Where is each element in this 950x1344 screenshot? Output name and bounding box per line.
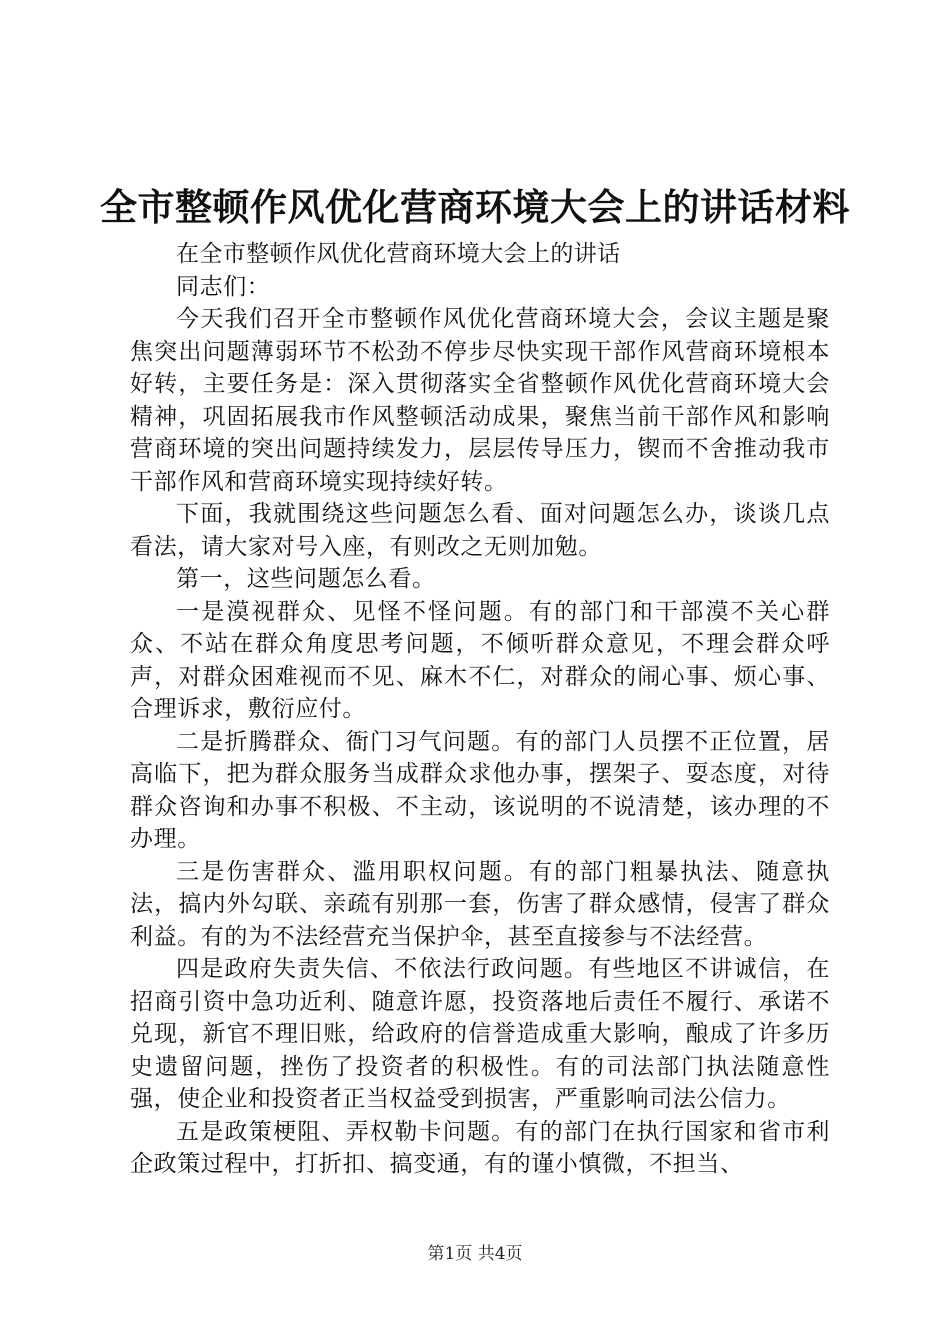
- paragraph-issue-1: 一是漠视群众、见怪不怪问题。有的部门和干部漠不关心群众、不站在群众角度思考问题，不倾听群众意见，不理会群众呼声，对群众困难视而不见、麻木不仁，对群众的闹心事、烦心事、合理诉求，敷衍应付。: [130, 598, 830, 722]
- salutation: 同志们：: [176, 273, 271, 300]
- paragraph-issue-4: 四是政府失责失信、不依法行政问题。有些地区不讲诚信，在招商引资中急功近利、随意许愿，投资落地后责任不履行、承诺不兑现，新官不理旧账，给政府的信誉造成重大影响，酿成了许多历史遗留问题，挫伤了投资者的积极性。有的司法部门执法随意性强，使企业和投资者正当权益受到损害，严重影响司法公信力。: [130, 956, 830, 1112]
- paragraph-outline: 下面，我就围绕这些问题怎么看、面对问题怎么办，谈谈几点看法，请大家对号入座，有则改之无则加勉。: [130, 501, 830, 560]
- paragraph-intro: 今天我们召开全市整顿作风优化营商环境大会，会议主题是聚焦突出问题薄弱环节不松劲不停步尽快实现干部作风营商环境根本好转，主要任务是：深入贯彻落实全省整顿作风优化营商环境大会精神，巩固拓展我市作风整顿活动成果，聚焦当前干部作风和影响营商环境的突出问题持续发力，层层传导压力，锲而不舍推动我市干部作风和营商环境实现持续好转。: [130, 306, 830, 495]
- paragraph-issue-5: 五是政策梗阻、弄权勒卡问题。有的部门在执行国家和省市利企政策过程中，打折扣、搞变通，有的谨小慎微，不担当、: [130, 1118, 830, 1177]
- page-number-footer: 第1页 共4页: [427, 1244, 523, 1264]
- paragraph-issue-2: 二是折腾群众、衙门习气问题。有的部门人员摆不正位置，居高临下，把为群众服务当成群众求他办事，摆架子、耍态度，对待群众咨询和办事不积极、不主动，该说明的不说清楚，该办理的不办理。: [130, 728, 830, 852]
- document-body: [130, 238, 830, 1181]
- document-title: 全市整顿作风优化营商环境大会上的讲话材料: [100, 185, 850, 229]
- paragraph-issue-3: 三是伤害群众、滥用职权问题。有的部门粗暴执法、随意执法，搞内外勾联、亲疏有别那一套，伤害了群众感情，侵害了群众利益。有的为不法经营充当保护伞，甚至直接参与不法经营。: [130, 858, 830, 950]
- speech-subtitle: 在全市整顿作风优化营商环境大会上的讲话: [176, 241, 621, 267]
- section-heading-1: 第一，这些问题怎么看。: [176, 566, 436, 592]
